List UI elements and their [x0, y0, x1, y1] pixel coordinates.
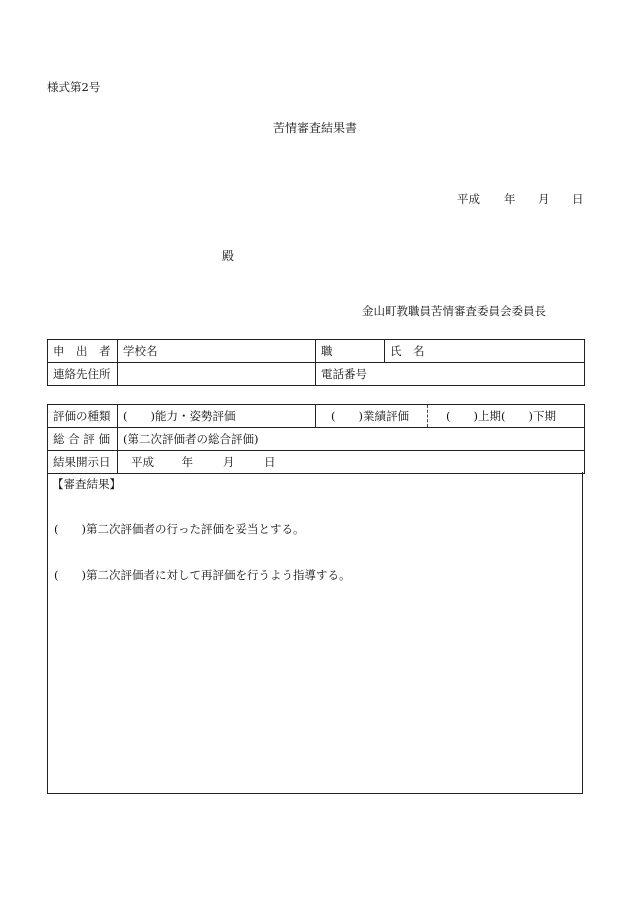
contact-address-value — [118, 363, 316, 386]
overall-evaluation-value: (第二次評価者の総合評価) — [118, 428, 585, 451]
document-title: 苦情審査結果書 — [273, 121, 358, 135]
sender-name: 金山町教職員苦情審査委員会委員長 — [362, 304, 546, 318]
applicant-label: 申 出 者 — [48, 340, 118, 363]
ability-evaluation-option: ( )能力・姿勢評価 — [118, 405, 316, 428]
addressee-suffix: 殿 — [222, 249, 235, 263]
form-number: 様式第2号 — [47, 80, 101, 94]
performance-evaluation-option: ( )業績評価 — [316, 405, 428, 428]
school-name-label: 学校名 — [118, 340, 316, 363]
disclosure-era: 平成 — [131, 455, 154, 469]
evaluation-type-label: 評価の種類 — [48, 405, 118, 428]
evaluation-table — [47, 404, 585, 474]
review-result-box — [47, 472, 583, 794]
period-option: ( )上期( )下期 — [428, 405, 585, 428]
date-month: 月 — [538, 192, 550, 206]
date-year: 年 — [504, 192, 516, 206]
disclosure-month: 月 — [222, 455, 235, 469]
disclosure-year: 年 — [181, 455, 194, 469]
date-line — [457, 192, 584, 206]
applicant-table — [47, 339, 585, 386]
date-day: 日 — [572, 192, 584, 206]
review-heading: 【審査結果】 — [52, 477, 121, 491]
position-label: 職 — [316, 340, 385, 363]
disclosure-day: 日 — [263, 455, 276, 469]
review-option-valid: ( )第二次評価者の行った評価を妥当とする。 — [54, 522, 305, 536]
date-era: 平成 — [457, 192, 480, 206]
contact-address-label: 連絡先住所 — [48, 363, 118, 386]
disclosure-date-value — [118, 451, 585, 474]
phone-label: 電話番号 — [316, 363, 585, 386]
overall-evaluation-label: 総 合 評 価 — [48, 428, 118, 451]
review-option-reevaluate: ( )第二次評価者に対して再評価を行うよう指導する。 — [54, 568, 351, 582]
name-label: 氏 名 — [385, 340, 585, 363]
disclosure-date-label: 結果開示日 — [48, 451, 118, 474]
